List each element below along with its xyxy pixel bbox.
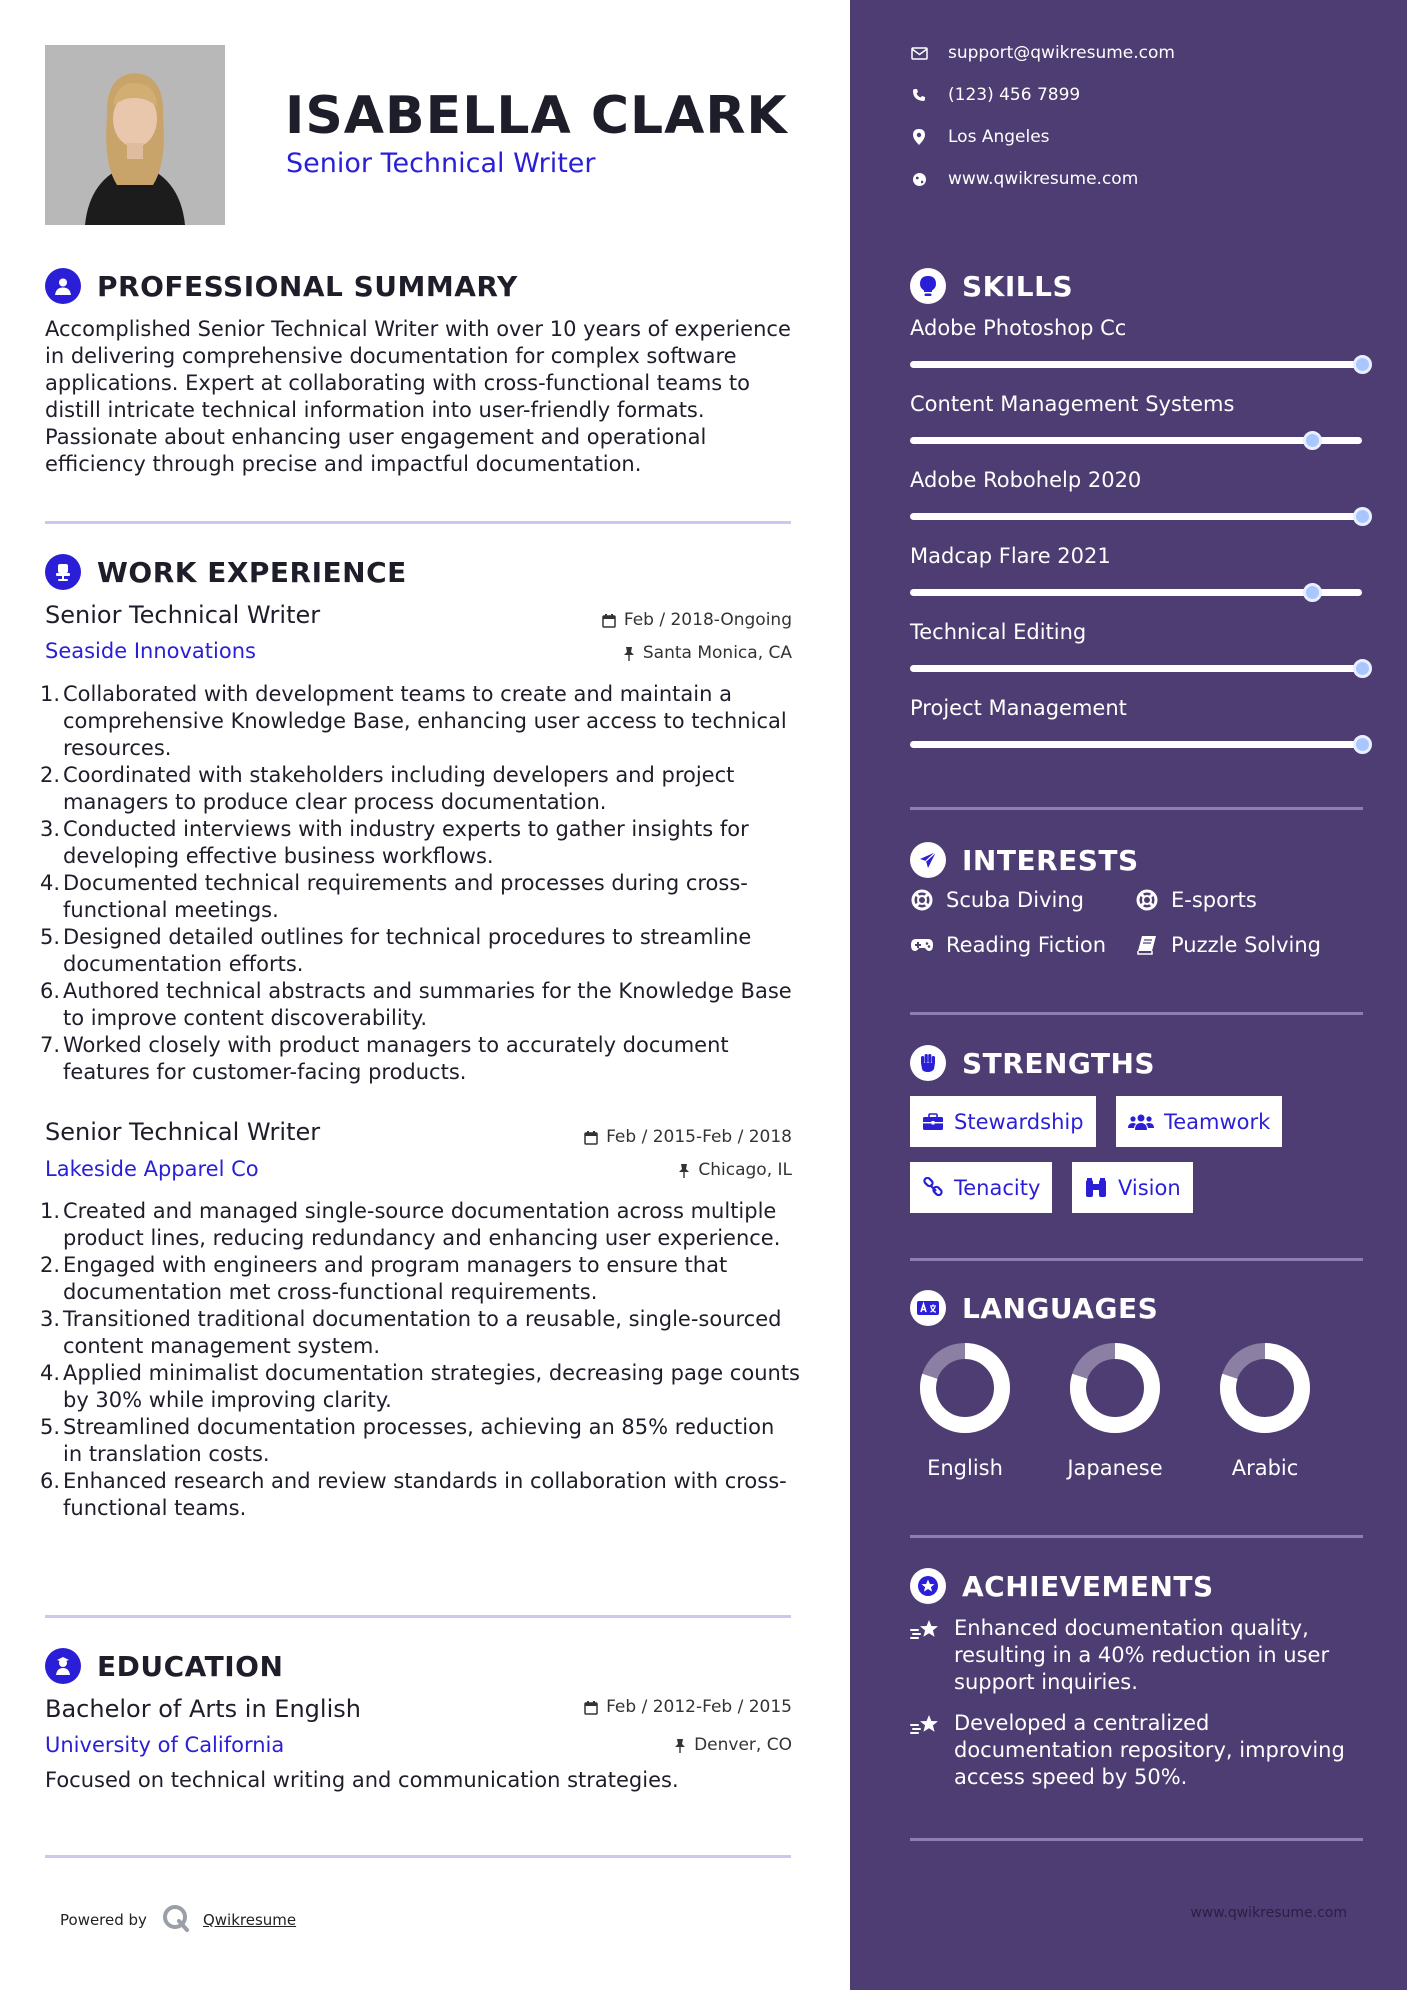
fist-icon (910, 1045, 946, 1081)
website-text: www.qwikresume.com (948, 169, 1139, 189)
bullet-number: 7. (40, 1033, 61, 1057)
degree-title: Bachelor of Arts in English (45, 1695, 361, 1723)
calendar-icon (584, 1700, 598, 1715)
candidate-role: Senior Technical Writer (286, 148, 596, 179)
bullet-text: Documented technical requirements and processes during cross-functional meetings. (63, 871, 748, 922)
strengths-heading (910, 1045, 1155, 1081)
language-label: English (927, 1456, 1003, 1480)
job-bullet (40, 1252, 800, 1306)
languages-title: LANGUAGES (962, 1291, 1159, 1325)
strength-label: Teamwork (1164, 1109, 1271, 1134)
skill-level-knob (1303, 431, 1322, 450)
language-level-ring (1217, 1340, 1313, 1436)
achievements-heading (910, 1568, 1214, 1604)
pushpin-icon (678, 1163, 690, 1178)
language-item (1060, 1340, 1170, 1480)
location-text: Los Angeles (948, 127, 1050, 147)
shooting-star-icon (910, 1710, 940, 1791)
language-label: Arabic (1231, 1456, 1299, 1480)
skill-label: Adobe Photoshop Cc (910, 316, 1127, 340)
bullet-text: Created and managed single-source documentation across multiple product lines, reducing redundancy and enhancing user experience. (63, 1199, 781, 1250)
pushpin-icon (674, 1738, 686, 1753)
bullet-text: Transitioned traditional documentation to a reusable, single-sourced content management system. (63, 1307, 782, 1358)
divider (45, 1615, 791, 1618)
job-location-text: Chicago, IL (698, 1160, 792, 1180)
job-bullet (40, 1360, 800, 1414)
skill-label: Adobe Robohelp 2020 (910, 468, 1142, 492)
summary-text: Accomplished Senior Technical Writer with over 10 years of experience in delivering comprehensive documentation for complex software applications. Expert at collaborating with cross-functional teams to distill intricate technical information into user-friendly formats. Passionate about enhancing user engagement and operational efficiency through precise and impactful documentation. (45, 317, 791, 476)
paper-plane-icon (910, 842, 946, 878)
skill-label: Madcap Flare 2021 (910, 544, 1111, 568)
strength-chip (910, 1162, 1052, 1213)
skills-heading (910, 268, 1073, 304)
job-location (678, 1160, 792, 1180)
bullet-text: Designed detailed outlines for technical procedures to streamline documentation efforts. (63, 925, 752, 976)
education-date (584, 1697, 792, 1717)
education-location-text: Denver, CO (694, 1735, 792, 1755)
interests-heading (910, 842, 1139, 878)
job-bullets (40, 1198, 800, 1522)
interest-label: Puzzle Solving (1171, 933, 1321, 957)
bullet-text: Applied minimalist documentation strategies, decreasing page counts by 30% while improving clarity. (63, 1361, 800, 1412)
summary-title: PROFESSIONAL SUMMARY (97, 269, 518, 303)
interest-item (910, 888, 1084, 912)
star-badge-icon (910, 1568, 946, 1604)
skill-level-bar (910, 665, 1362, 672)
interest-label: E-sports (1171, 888, 1257, 912)
skill-level-knob (1303, 583, 1322, 602)
interest-item (1135, 888, 1257, 912)
strengths-title: STRENGTHS (962, 1046, 1156, 1080)
job-bullet (40, 924, 800, 978)
summary-heading (45, 268, 518, 304)
language-icon (910, 1290, 946, 1326)
user-icon (45, 268, 81, 304)
pushpin-icon (623, 646, 635, 661)
bullet-number: 5. (40, 1415, 61, 1439)
bullet-number: 6. (40, 979, 61, 1003)
bullet-text: Streamlined documentation processes, achieving an 85% reduction in translation costs. (63, 1415, 775, 1466)
skill-level-bar (910, 361, 1362, 368)
job-bullet (40, 1468, 800, 1522)
bullet-number: 1. (40, 1199, 61, 1223)
interest-item (910, 933, 1106, 957)
strength-chip (1072, 1162, 1193, 1213)
divider (910, 807, 1363, 810)
education-description: Focused on technical writing and communication strategies. (45, 1768, 679, 1792)
users-icon (1128, 1113, 1154, 1131)
job-company: Seaside Innovations (45, 639, 256, 663)
bullet-number: 4. (40, 871, 61, 895)
interest-label: Reading Fiction (946, 933, 1107, 957)
achievement-text: Enhanced documentation quality, resulting in a 40% reduction in user support inquiries. (954, 1616, 1330, 1694)
bullet-number: 2. (40, 763, 61, 787)
globe-icon (910, 172, 928, 187)
job-location (623, 643, 792, 663)
bullet-number: 3. (40, 817, 61, 841)
powered-by-label: Powered by (60, 1911, 147, 1929)
life-ring-icon (1135, 889, 1159, 911)
language-item (1210, 1340, 1320, 1480)
skill-label: Technical Editing (910, 620, 1087, 644)
achievement-item (910, 1710, 1360, 1791)
experience-title: WORK EXPERIENCE (97, 555, 407, 589)
job-title: Senior Technical Writer (45, 601, 321, 629)
bullet-number: 1. (40, 682, 61, 706)
briefcase-icon (922, 1113, 944, 1131)
skill-level-bar (910, 741, 1362, 748)
achievements-title: ACHIEVEMENTS (962, 1569, 1214, 1603)
bullet-number: 5. (40, 925, 61, 949)
skills-title: SKILLS (962, 269, 1074, 303)
job-bullet (40, 1198, 800, 1252)
bullet-number: 2. (40, 1253, 61, 1277)
interest-label: Scuba Diving (946, 888, 1084, 912)
divider (910, 1535, 1363, 1538)
job-date-text: Feb / 2018-Ongoing (623, 610, 792, 630)
job-bullet (40, 1032, 800, 1086)
skill-level-bar (910, 513, 1362, 520)
bullet-text: Coordinated with stakeholders including developers and project managers to produce clear process documentation. (63, 763, 735, 814)
experience-heading (45, 554, 407, 590)
strength-label: Vision (1118, 1175, 1181, 1200)
skill-level-bar (910, 589, 1362, 596)
strength-chip (1116, 1096, 1282, 1147)
candidate-name: ISABELLA CLARK (285, 86, 788, 146)
language-label: Japanese (1067, 1456, 1163, 1480)
bullet-number: 3. (40, 1307, 61, 1331)
binoculars-icon (1084, 1178, 1108, 1198)
interest-item (1135, 933, 1321, 957)
divider (45, 521, 791, 524)
footer-url[interactable]: www.qwikresume.com (1190, 1905, 1347, 1921)
map-pin-icon (910, 129, 928, 145)
calendar-icon (602, 613, 616, 628)
contact-location (910, 127, 1050, 147)
job-company: Lakeside Apparel Co (45, 1157, 259, 1181)
email-text: support@qwikresume.com (948, 43, 1175, 63)
skill-label: Project Management (910, 696, 1127, 720)
book-icon (1135, 935, 1159, 955)
skill-label: Content Management Systems (910, 392, 1235, 416)
contact-phone[interactable] (910, 85, 1080, 105)
education-location (674, 1735, 792, 1755)
gamepad-icon (910, 937, 934, 953)
divider (910, 1838, 1363, 1841)
bullet-text: Enhanced research and review standards in collaboration with cross-functional teams. (63, 1469, 787, 1520)
language-item (910, 1340, 1020, 1480)
skill-level-knob (1353, 355, 1372, 374)
job-bullet (40, 1414, 800, 1468)
job-bullet (40, 816, 800, 870)
bullet-number: 6. (40, 1469, 61, 1493)
sidebar (850, 0, 1407, 1990)
school-name: University of California (45, 1733, 285, 1757)
contact-email[interactable] (910, 43, 1175, 63)
job-title: Senior Technical Writer (45, 1118, 321, 1146)
job-bullet (40, 1306, 800, 1360)
bullet-text: Authored technical abstracts and summaries for the Knowledge Base to improve content discoverability. (63, 979, 792, 1030)
bullet-text: Conducted interviews with industry experts to gather insights for developing effective business workflows. (63, 817, 749, 868)
office-chair-icon (45, 554, 81, 590)
bullet-text: Collaborated with development teams to create and maintain a comprehensive Knowledge Base, enhancing user access to technical resources. (63, 682, 787, 760)
skill-level-knob (1353, 659, 1372, 678)
job-date-text: Feb / 2015-Feb / 2018 (606, 1127, 792, 1147)
strength-label: Stewardship (954, 1109, 1084, 1134)
profile-photo (45, 45, 225, 225)
job-bullet (40, 978, 800, 1032)
achievement-text: Developed a centralized documentation repository, improving access speed by 50%. (954, 1711, 1345, 1789)
shooting-star-icon (910, 1615, 940, 1696)
divider (910, 1258, 1363, 1261)
divider (910, 1012, 1363, 1015)
strength-chip (910, 1096, 1096, 1147)
language-level-ring (1067, 1340, 1163, 1436)
education-heading (45, 1648, 283, 1684)
skill-level-bar (910, 437, 1362, 444)
graduate-icon (45, 1648, 81, 1684)
bullet-text: Worked closely with product managers to accurately document features for customer-facing products. (63, 1033, 729, 1084)
job-bullet (40, 681, 800, 762)
qwikresume-logo-icon (161, 1903, 191, 1937)
bullet-text: Engaged with engineers and program managers to ensure that documentation met cross-functional requirements. (63, 1253, 728, 1304)
job-date (584, 1127, 792, 1147)
powered-by (60, 1903, 296, 1937)
skill-level-knob (1353, 507, 1372, 526)
job-bullet (40, 870, 800, 924)
achievement-item (910, 1615, 1360, 1696)
job-bullet (40, 762, 800, 816)
bullet-number: 4. (40, 1361, 61, 1385)
qwikresume-link[interactable]: Qwikresume (202, 1911, 297, 1929)
calendar-icon (584, 1130, 598, 1145)
job-bullets (40, 681, 800, 1086)
skill-level-knob (1353, 735, 1372, 754)
education-title: EDUCATION (97, 1649, 284, 1683)
interests-title: INTERESTS (962, 843, 1139, 877)
contact-website[interactable] (910, 169, 1138, 189)
life-ring-icon (910, 889, 934, 911)
phone-icon (910, 88, 928, 102)
job-date (602, 610, 792, 630)
education-date-text: Feb / 2012-Feb / 2015 (606, 1697, 792, 1717)
language-level-ring (917, 1340, 1013, 1436)
job-location-text: Santa Monica, CA (642, 643, 792, 663)
strength-label: Tenacity (954, 1175, 1041, 1200)
languages-heading (910, 1290, 1158, 1326)
envelope-icon (910, 47, 928, 60)
phone-text: (123) 456 7899 (948, 85, 1081, 105)
link-icon (922, 1177, 944, 1199)
lightbulb-icon (910, 268, 946, 304)
divider (45, 1855, 791, 1858)
